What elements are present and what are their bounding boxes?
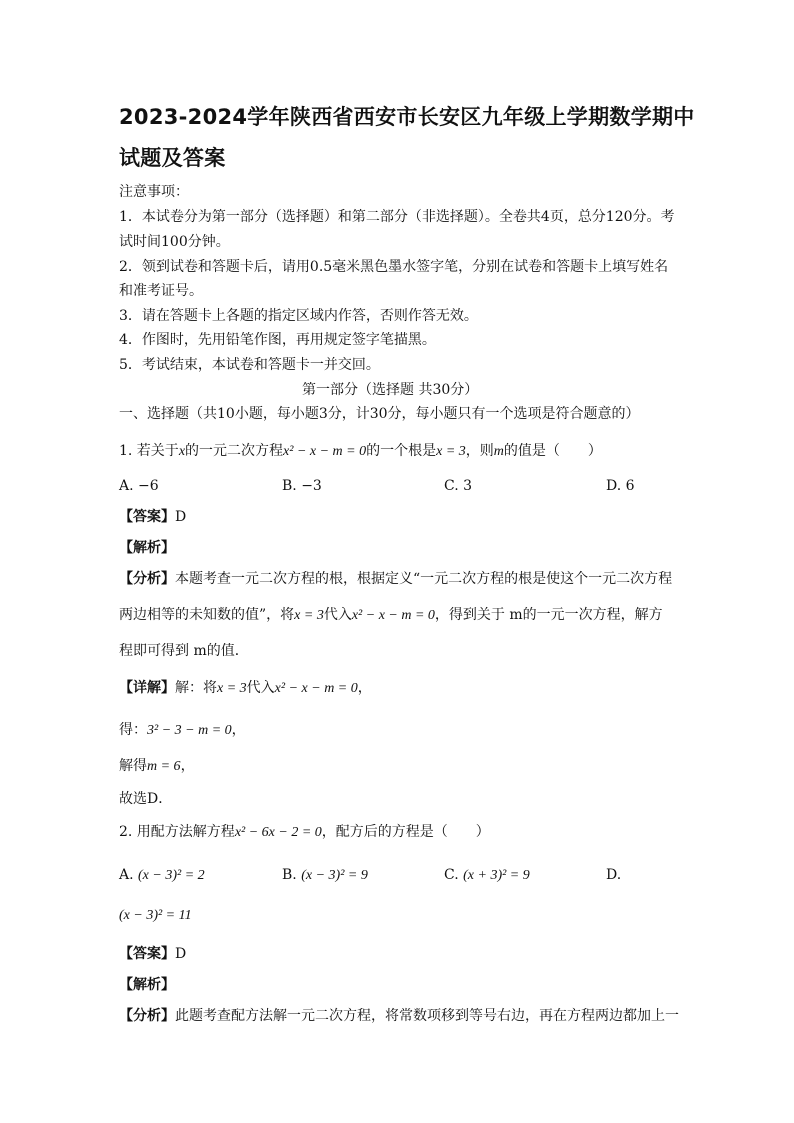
- step-text: ，: [231, 722, 246, 738]
- step-math: 3² − 3 − m = 0: [147, 723, 232, 738]
- q2-option-d-label: D.: [606, 867, 622, 883]
- page-title: 2023-2024学年陕西省西安市长安区九年级上学期数学期中: [119, 105, 695, 129]
- note-item-2: 2．领到试卷和答题卡后，请用0.5毫米黑色墨水签字笔，分别在试卷和答题卡上填写姓名: [119, 259, 669, 275]
- q1-fenxi-line2: [119, 606, 663, 625]
- notes-heading: 注意事项：: [119, 184, 189, 200]
- q2-answer: [119, 945, 186, 963]
- detail-text: ，: [357, 680, 372, 696]
- detail-tag: 【详解】: [119, 680, 175, 696]
- q1-fenxi-line1: [119, 570, 672, 588]
- fenxi-math: x = 3: [294, 608, 324, 623]
- answer-value: D: [175, 946, 187, 962]
- fenxi-text: ，得到关于 m的一元一次方程，解方: [434, 607, 663, 623]
- q1-step1: [119, 721, 246, 740]
- option-math: (x + 3)² = 9: [463, 868, 530, 883]
- q1-step2: [119, 757, 195, 776]
- q1-detail: [119, 679, 372, 698]
- q2-text: ，配方后的方程是（ ）: [321, 824, 490, 840]
- q1-text: 的一元二次方程: [185, 443, 284, 459]
- q1-text: 的一个根是: [366, 443, 437, 459]
- part1-heading: 第一部分（选择题 共30分）: [302, 382, 479, 398]
- q1-var-m: m: [493, 444, 504, 459]
- option-label: C.: [444, 867, 459, 883]
- option-math: (x − 3)² = 2: [138, 868, 205, 883]
- q1-option-b: B. −3: [282, 478, 322, 494]
- detail-text: 代入: [246, 680, 275, 696]
- q1-text: 1. 若关于: [119, 443, 179, 459]
- q2-fenxi-line1: [119, 1007, 679, 1025]
- q1-text: ，则: [465, 443, 494, 459]
- q2-option-c: [444, 866, 530, 885]
- option-label: B.: [282, 867, 297, 883]
- note-item-1-cont: 试时间100分钟。: [119, 234, 230, 250]
- q1-option-c: C. 3: [444, 478, 473, 494]
- answer-tag: 【答案】: [119, 946, 175, 962]
- fenxi-text: 代入: [323, 607, 352, 623]
- option-math: (x − 3)² = 9: [301, 868, 368, 883]
- step-text: 解得: [119, 758, 147, 774]
- q1-fenxi-line3: 程即可得到 m的值．: [119, 643, 249, 659]
- step-text: ，: [180, 758, 195, 774]
- note-item-1: 1．本试卷分为第一部分（选择题）和第二部分（非选择题）。全卷共4页，总分120分。考: [119, 209, 675, 225]
- note-item-4: 4．作图时，先用铅笔作图，再用规定签字笔描黑。: [119, 332, 436, 348]
- q1-root: x = 3: [436, 444, 466, 459]
- detail-text: 解：将: [175, 680, 217, 696]
- page-title-line2: 试题及答案: [119, 146, 226, 170]
- note-item-5: 5．考试结束，本试卷和答题卡一并交回。: [119, 357, 380, 373]
- fenxi-text: 两边相等的未知数的值”，将: [119, 607, 295, 623]
- q2-stem: [119, 823, 490, 842]
- q1-analysis-tag: 【解析】: [119, 540, 175, 556]
- fenxi-tag: 【分析】: [119, 1008, 175, 1024]
- q1-text: 的值是（ ）: [503, 443, 602, 459]
- detail-math: x² − x − m = 0: [274, 681, 358, 696]
- fenxi-math: x² − x − m = 0: [351, 608, 435, 623]
- q1-option-d: D. 6: [606, 478, 635, 494]
- fenxi-tag: 【分析】: [119, 571, 175, 587]
- q2-option-a: [119, 866, 205, 885]
- fenxi-text: 此题考查配方法解一元二次方程，将常数项移到等号右边，再在方程两边都加上一: [175, 1008, 679, 1024]
- q2-text: 2. 用配方法解方程: [119, 824, 235, 840]
- q2-option-d: [119, 906, 192, 925]
- detail-math: x = 3: [217, 681, 247, 696]
- option-math: (x − 3)² = 11: [119, 908, 192, 923]
- option-label: A.: [119, 867, 134, 883]
- answer-tag: 【答案】: [119, 509, 175, 525]
- step-text: 得：: [119, 722, 147, 738]
- q2-equation: x² − 6x − 2 = 0: [234, 825, 322, 840]
- q2-option-b: [282, 866, 368, 885]
- q1-answer: [119, 508, 186, 526]
- note-item-3: 3．请在答题卡上各题的指定区域内作答，否则作答无效。: [119, 308, 478, 324]
- section1-heading: 一、选择题（共10小题，每小题3分，计30分，每小题只有一个选项是符合题意的）: [119, 406, 640, 422]
- answer-value: D: [175, 509, 187, 525]
- fenxi-text: 本题考查一元二次方程的根，根据定义“一元二次方程的根是使这个一元二次方程: [175, 571, 673, 587]
- q1-stem: [119, 442, 602, 461]
- q1-step3: 故选D．: [119, 791, 173, 807]
- q1-option-a: A. −6: [119, 478, 159, 494]
- step-math: m = 6: [147, 759, 181, 774]
- note-item-2-cont: 和准考证号。: [119, 283, 203, 299]
- q1-equation: x² − x − m = 0: [283, 444, 367, 459]
- q1-var-x: x: [178, 444, 186, 459]
- q2-analysis-tag: 【解析】: [119, 977, 175, 993]
